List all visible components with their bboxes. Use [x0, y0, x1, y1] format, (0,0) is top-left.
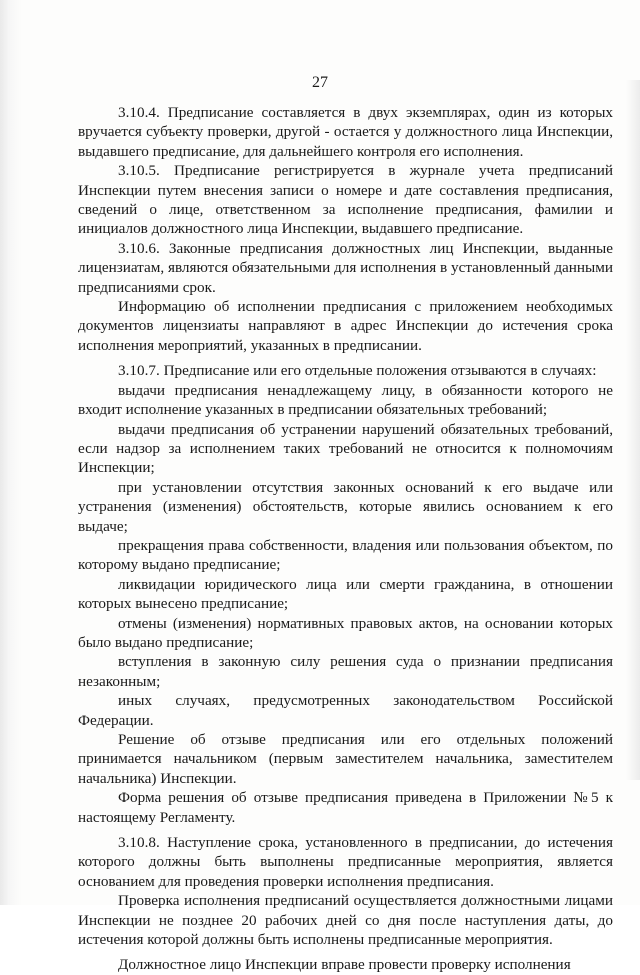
paragraph-3-10-8: 3.10.8. Наступление срока, установленного в предписании, до истечения которого должны быть выполнены предписанные мероприятия, является основанием для проведения проверки исполнения предписания. [78, 834, 613, 890]
paragraph-3-10-6: 3.10.6. Законные предписания должностных лиц Инспекции, выданные лицензиатам, являются обязательными для исполнения в установленный данными предписаниями срок. [78, 239, 613, 296]
list-item-liquidation: ликвидации юридического лица или смерти гражданина, в отношении которых вынесено предписание; [78, 575, 613, 613]
list-item-improper-person: выдачи предписания ненадлежащему лицу, в обязанности которого не входит исполнение указанных в предписании обязательных требований; [78, 381, 613, 419]
document-body [78, 103, 613, 975]
paragraph-execution-check: Проверка исполнения предписаний осуществляется должностными лицами Инспекции не позднее 20 рабочих дней со дня после наступления даты, до истечения которой должны быть исполнены предписанные мероприятия. [78, 892, 613, 949]
list-item-not-in-competence: выдачи предписания об устранении нарушений обязательных требований, если надзор за исполнением таких требований не относится к полномочиям Инспекции; [78, 420, 613, 477]
paragraph-info-execution: Информацию об исполнении предписания с приложением необходимых документов лицензиаты направляют в адрес Инспекции до истечения срока исполнения мероприятий, указанных в предписании. [78, 298, 613, 354]
paragraph-form-appendix: Форма решения об отзыве предписания приведена в Приложении №5 к настоящему Регламенту. [78, 789, 613, 826]
list-item-ownership-termination: прекращения права собственности, владения или пользования объектом, по которому выдано предписание; [78, 536, 613, 574]
paragraph-revocation-decision: Решение об отзыве предписания или его отдельных положений принимается начальником (первым заместителем начальника, заместителем начальника) Инспекции. [78, 731, 613, 787]
paragraph-official-right: Должностное лицо Инспекции вправе провести проверку исполнения [118, 956, 571, 974]
list-item-no-legal-grounds: при установлении отсутствия законных оснований к его выдаче или устранения (изменения) обстоятельств, которые явились основанием к его выдаче; [78, 478, 613, 535]
paragraph-3-10-4: 3.10.4. Предписание составляется в двух экземплярах, один из которых вручается субъекту проверки, другой - остается у должностного лица Инспекции, выдавшего предписание, для дальнейшего контроля его исполнения. [78, 104, 613, 160]
list-item-acts-repeal: отмены (изменения) нормативных правовых актов, на основании которых было выдано предписание; [78, 614, 613, 651]
list-item-other-cases: иных случаях, предусмотренных законодательством Российской Федерации. [78, 692, 613, 729]
list-item-court-decision: вступления в законную силу решения суда о признании предписания незаконным; [78, 653, 613, 690]
page-number: 27 [312, 74, 328, 91]
paragraph-3-10-5: 3.10.5. Предписание регистрируется в журнале учета предписаний Инспекции путем внесения записи о номере и дате составления предписания, сведений о лице, ответственном за исполнение предписания, фамилии и инициалов должностного лица Инспекции, выдавшего предписание. [78, 162, 613, 238]
scan-shadow-left [0, 0, 22, 905]
paragraph-3-10-7: 3.10.7. Предписание или его отдельные положения отзываются в случаях: [118, 362, 597, 380]
scan-shadow-right [626, 80, 640, 780]
